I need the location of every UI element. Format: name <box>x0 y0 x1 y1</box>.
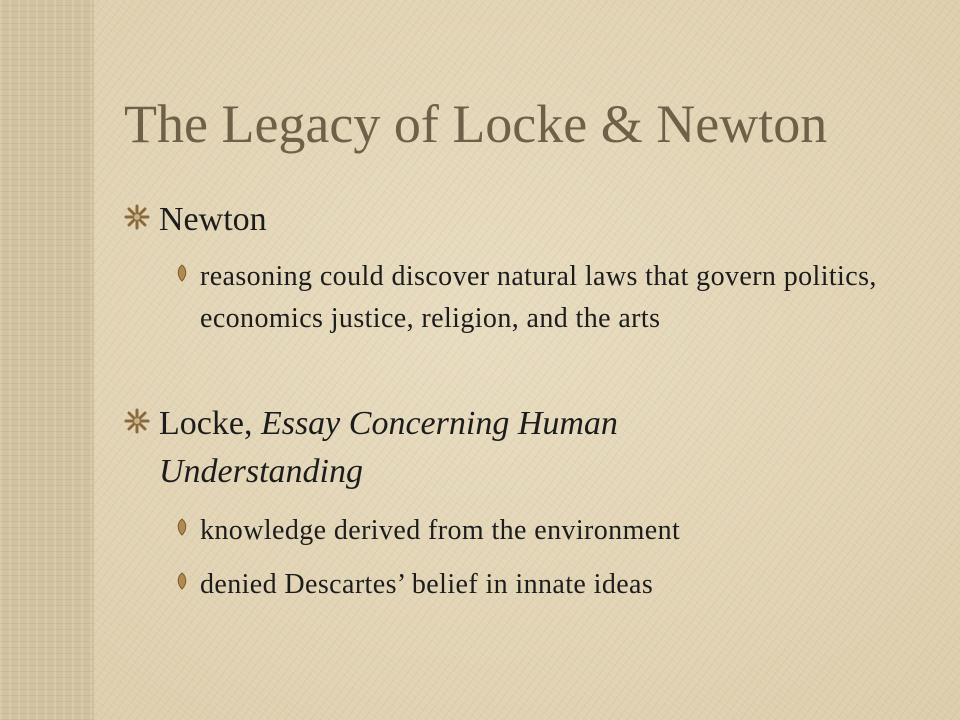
sub-bullet-text: denied Descartes’ belief in innate ideas <box>200 569 654 600</box>
bullet-text: Newton <box>159 201 267 238</box>
left-textured-strip <box>0 0 94 720</box>
bullet-text-regular: Locke, <box>159 405 261 442</box>
small-leaf-bullet-icon <box>176 572 188 590</box>
sub-bullet <box>176 564 920 606</box>
bullet-locke <box>124 400 799 496</box>
asterisk-star-icon <box>124 408 150 434</box>
sub-bullet <box>176 256 920 340</box>
bullet-text <box>159 400 799 496</box>
book-title: Essay Concerning Human Understanding <box>159 405 618 490</box>
slide-title: The Legacy of Locke & Newton <box>124 94 828 154</box>
bullet-newton <box>124 196 779 244</box>
small-leaf-bullet-icon <box>176 518 188 536</box>
small-leaf-bullet-icon <box>176 264 188 282</box>
sub-bullet-text: reasoning could discover natural laws that govern politics, economics justice, religion, and the arts <box>200 261 877 334</box>
sub-bullet-text: knowledge derived from the environment <box>200 515 681 546</box>
sub-bullet <box>176 510 920 552</box>
asterisk-star-icon <box>124 204 150 230</box>
